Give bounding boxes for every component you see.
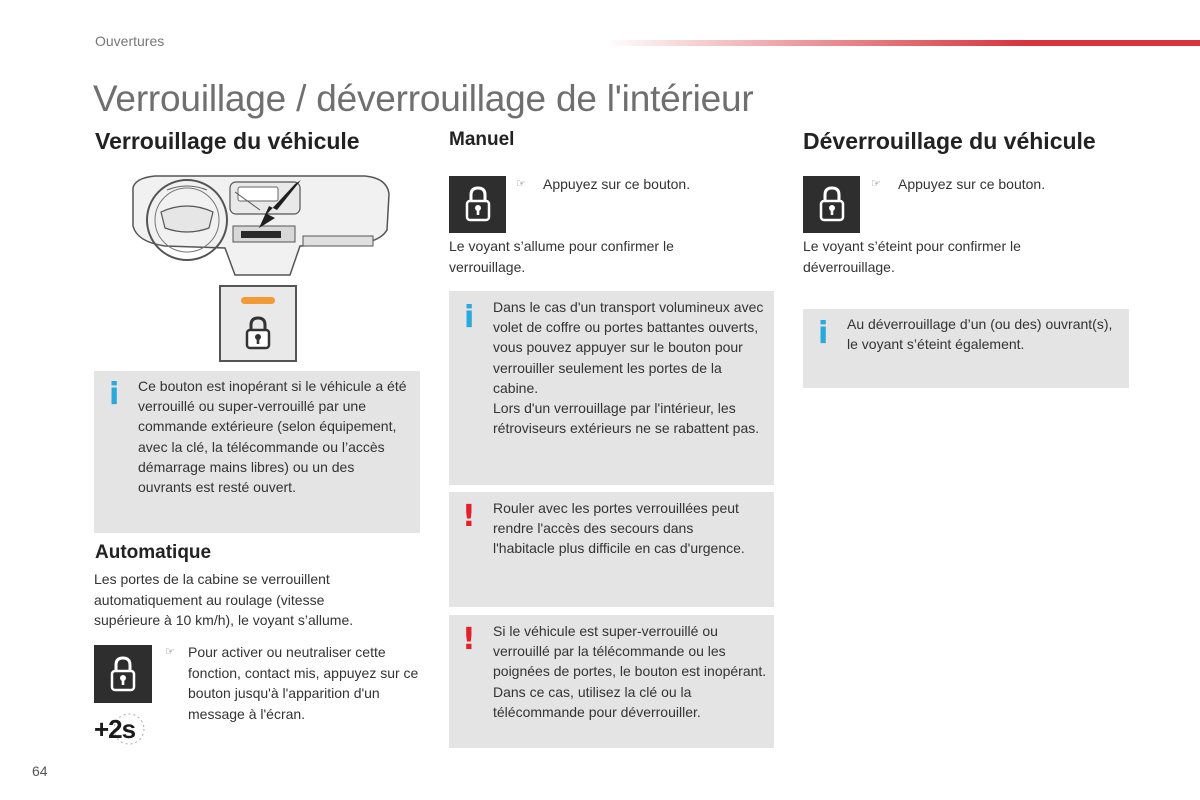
page-title: Verrouillage / déverrouillage de l'intérieur	[93, 78, 754, 119]
lock-icon	[464, 185, 492, 223]
heading-manual: Manuel	[449, 129, 515, 150]
lock-icon	[243, 315, 273, 351]
bullet-icon: ☞	[516, 178, 526, 190]
info-box-unlock	[803, 309, 1129, 388]
info-icon: i	[109, 377, 120, 412]
hold-2s-label: +2s	[94, 714, 136, 744]
lock-button-closeup	[219, 285, 297, 362]
indicator-light	[241, 297, 275, 304]
info-text-unlock: Au déverrouillage d’un (ou des) ouvrant(s), le voyant s’éteint également.	[847, 316, 1113, 353]
dashboard-illustration	[125, 170, 395, 280]
unlock-confirm-text: Le voyant s’éteint pour confirmer le déverrouillage.	[803, 238, 1021, 275]
manual-instruction: Appuyez sur ce bouton.	[543, 176, 691, 192]
section-label: Ouvertures	[95, 33, 165, 49]
lock-icon	[818, 185, 846, 223]
lock-button-manual[interactable]	[449, 176, 506, 233]
info-box-bulky-transport	[449, 291, 774, 485]
automatic-instruction: Pour activer ou neutraliser cette fonction, contact mis, appuyez sur ce bouton jusqu'à l'apparition d'un message à l'écran.	[188, 644, 419, 722]
warning-box-super-locked	[449, 615, 774, 748]
info-icon: i	[464, 300, 475, 335]
lock-icon	[109, 655, 137, 693]
unlock-instruction: Appuyez sur ce bouton.	[898, 176, 1046, 192]
info-text: Ce bouton est inopérant si le véhicule a été verrouillé ou super-verrouillé par une commande extérieure (selon équipement, avec la clé, la télécommande ou l’accès démarrage mains libres) ou un des ouvrants est resté ouvert.	[138, 378, 407, 496]
warning-text-super-locked: Si le véhicule est super-verrouillé ou verrouillé par la télécommande ou les poignées de portes, le bouton est inopérant. Dans ce cas, utilisez la clé ou la télécommande pour déverrouiller.	[493, 623, 767, 720]
bullet-icon: ☞	[165, 646, 175, 658]
info-text-transport: Dans le cas d'un transport volumineux avec volet de coffre ou portes battantes ouverts, vous pouvez appuyer sur le bouton pour verrouiller seulement les portes de la cabine.	[493, 299, 764, 396]
warning-icon: !	[462, 622, 476, 657]
warning-icon: !	[462, 499, 476, 534]
bullet-icon: ☞	[871, 178, 881, 190]
page-number: 64	[32, 763, 48, 779]
heading-locking: Verrouillage du véhicule	[95, 128, 360, 154]
heading-unlocking: Déverrouillage du véhicule	[803, 128, 1096, 154]
heading-automatic: Automatique	[95, 542, 212, 563]
lock-button-unlock[interactable]	[803, 176, 860, 233]
hold-2s-badge	[94, 712, 150, 746]
automatic-text: Les portes de la cabine se verrouillent automatiquement au roulage (vitesse supérieure à 10 km/h), le voyant s’allume.	[94, 571, 354, 628]
warning-text-emergency: Rouler avec les portes verrouillées peut rendre l'accès des secours dans l'habitacle plus difficile en cas d'urgence.	[493, 500, 745, 557]
lock-button-auto[interactable]	[94, 645, 152, 703]
info-icon: i	[818, 316, 829, 351]
manual-confirm-text: Le voyant s’allume pour confirmer le verrouillage.	[449, 238, 674, 275]
header-accent-bar	[605, 40, 1200, 46]
info-box-inoperative	[94, 371, 420, 533]
info-text-mirrors: Lors d'un verrouillage par l'intérieur, les rétroviseurs extérieurs ne se rabattent pas.	[493, 400, 760, 437]
warning-box-emergency	[449, 492, 774, 607]
